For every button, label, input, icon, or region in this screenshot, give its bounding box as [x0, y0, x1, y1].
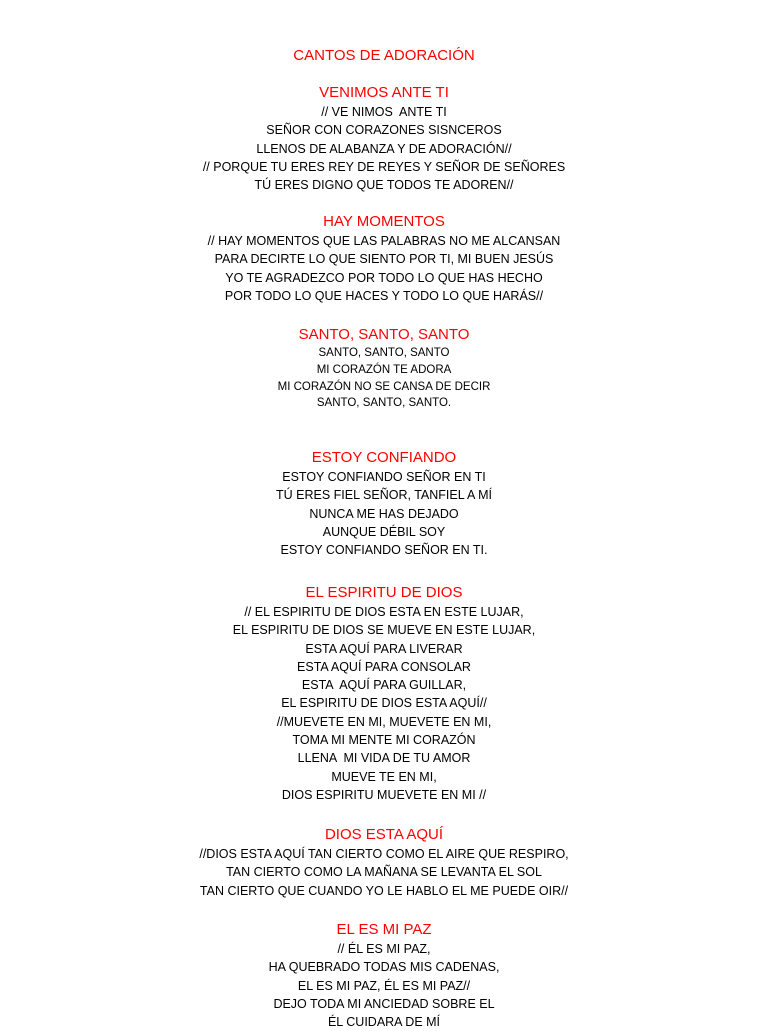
lyric-line: TAN CIERTO QUE CUANDO YO LE HABLO EL ME PUEDE OIR//	[199, 883, 569, 898]
lyric-line: EL ESPIRITU DE DIOS SE MUEVE EN ESTE LUJAR,	[232, 623, 536, 638]
lyric-line: MI CORAZÓN NO SE CANSA DE DECIR	[277, 380, 491, 393]
lyric-line: ESTA AQUÍ PARA CONSOLAR	[297, 659, 471, 674]
lyric-line: YO TE AGRADEZCO POR TODO LO QUE HAS HECHO	[225, 270, 543, 285]
song-venimos-ante-ti	[0, 83, 768, 194]
lyric-line: TÚ ERES DIGNO QUE TODOS TE ADOREN//	[254, 178, 514, 193]
lyric-line: HA QUEBRADO TODAS MIS CADENAS,	[268, 960, 500, 975]
lyric-line: EL ES MI PAZ, ÉL ES MI PAZ//	[297, 978, 471, 993]
lyric-line: // ÉL ES MI PAZ,	[337, 942, 431, 956]
lyric-line: TÚ ERES FIEL SEÑOR, TANFIEL A MÍ	[275, 488, 493, 503]
lyric-line: // VE NIMOS ANTE TI	[321, 105, 447, 119]
song-el-es-mi-paz	[0, 920, 768, 1031]
song-title: HAY MOMENTOS	[323, 213, 445, 230]
song-title: EL ESPIRITU DE DIOS	[305, 584, 463, 601]
lyric-line: PARA DECIRTE LO QUE SIENTO POR TI, MI BUEN JESÚS	[214, 252, 554, 267]
lyric-line: //DIOS ESTA AQUÍ TAN CIERTO COMO EL AIRE QUE RESPIRO,	[199, 847, 569, 861]
song-dios-esta-aqui	[0, 825, 768, 900]
lyric-line: ESTA AQUÍ PARA LIVERAR	[305, 641, 463, 656]
song-title: ESTOY CONFIANDO	[311, 449, 457, 466]
song-hay-momentos	[0, 212, 768, 305]
document-title: CANTOS DE ADORACIÓN	[293, 47, 475, 64]
lyric-line: EL ESPIRITU DE DIOS ESTA AQUÍ//	[281, 696, 487, 711]
lyric-line: //MUEVETE EN MI, MUEVETE EN MI,	[276, 714, 492, 729]
lyric-line: // PORQUE TU ERES REY DE REYES Y SEÑOR DE SEÑORES	[202, 159, 566, 174]
lyric-line: POR TODO LO QUE HACES Y TODO LO QUE HARÁS//	[224, 288, 544, 303]
lyric-line: TAN CIERTO COMO LA MAÑANA SE LEVANTA EL SOL	[226, 865, 542, 880]
lyric-line: SEÑOR CON CORAZONES SISNCEROS	[266, 123, 502, 138]
song-title: EL ES MI PAZ	[336, 921, 432, 938]
song-title: DIOS ESTA AQUÍ	[324, 826, 444, 843]
song-title: VENIMOS ANTE TI	[319, 84, 449, 101]
lyric-line: ESTA AQUÍ PARA GUILLAR,	[301, 678, 467, 693]
song-el-espiritu-de-dios	[0, 583, 768, 804]
lyric-line: // HAY MOMENTOS QUE LAS PALABRAS NO ME ALCANSAN	[207, 234, 561, 248]
song-santo-santo-santo	[0, 325, 768, 412]
lyric-line: ÉL CUIDARA DE MÍ	[327, 1015, 441, 1030]
lyric-line: SANTO, SANTO, SANTO.	[316, 397, 452, 410]
song-title: SANTO, SANTO, SANTO	[298, 326, 470, 343]
lyric-line: NUNCA ME HAS DEJADO	[309, 506, 459, 521]
lyric-line: LLENA MI VIDA DE TU AMOR	[297, 751, 471, 766]
lyric-line: LLENOS DE ALABANZA Y DE ADORACIÓN//	[256, 141, 512, 156]
lyric-line: // EL ESPIRITU DE DIOS ESTA EN ESTE LUJAR,	[244, 605, 524, 619]
lyric-line: AUNQUE DÉBIL SOY	[322, 524, 446, 539]
lyric-line: MUEVE TE EN MI,	[331, 769, 437, 784]
lyric-line: DIOS ESPIRITU MUEVETE EN MI //	[281, 787, 487, 802]
lyric-line: MI CORAZÓN TE ADORA	[316, 363, 452, 376]
lyric-line: TOMA MI MENTE MI CORAZÓN	[292, 733, 476, 748]
lyric-line: ESTOY CONFIANDO SEÑOR EN TI	[282, 470, 486, 484]
lyric-line: SANTO, SANTO, SANTO	[318, 347, 450, 359]
lyric-line: DEJO TODA MI ANCIEDAD SOBRE EL	[273, 996, 495, 1011]
song-estoy-confiando	[0, 448, 768, 559]
lyric-line: ESTOY CONFIANDO SEÑOR EN TI.	[280, 543, 488, 558]
